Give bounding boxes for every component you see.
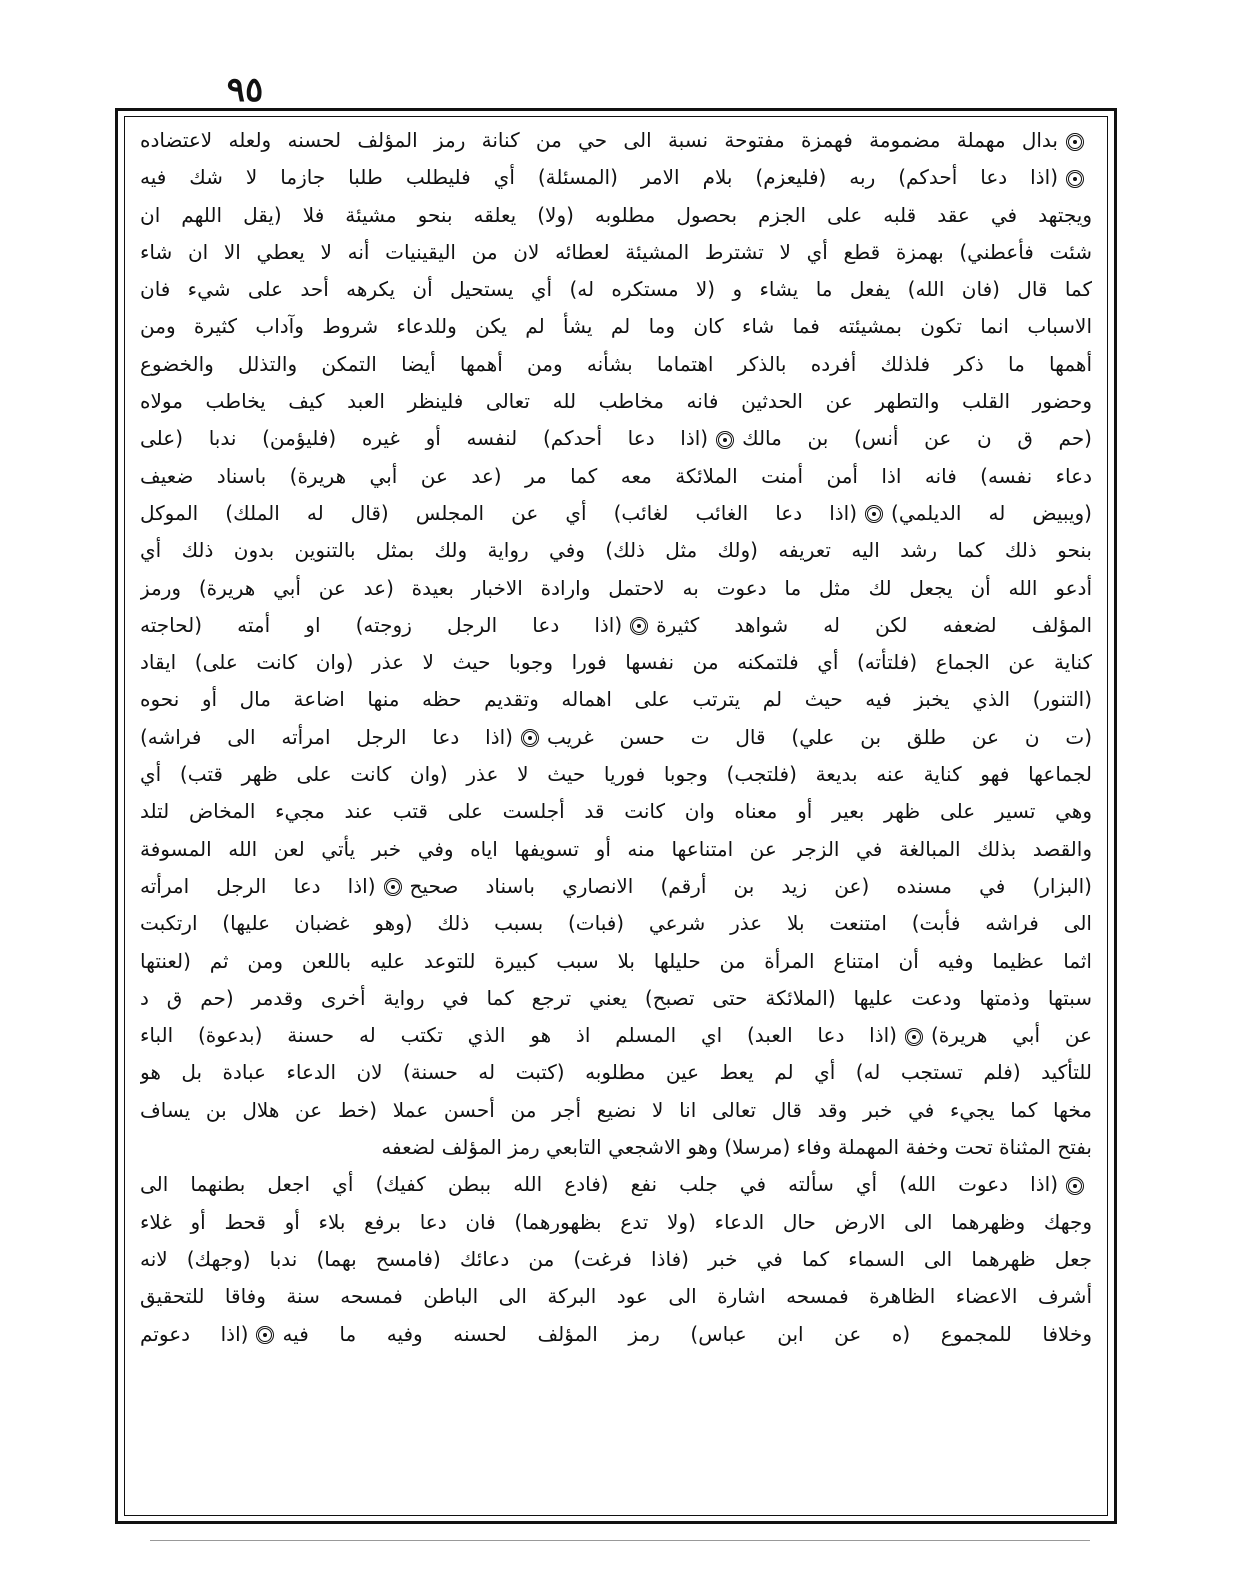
text-segment: (اذا دعا الرجل امرأته الى فراشه) <box>140 724 513 749</box>
text-segment: (اذا دعا أحدكم) لنفسه أو غيره (فليؤمن) ندبا (على <box>140 426 709 451</box>
text-line <box>140 607 1092 644</box>
text-line <box>140 234 1092 271</box>
text-segment: (اذا دعا الرجل زوجته) او أمته (لحاجته <box>140 612 623 637</box>
text-line <box>140 905 1092 942</box>
text-segment: الى فراشه فأبت) امتنعت بلا عذر شرعي (فبات) بسبب ذلك (وهو غضبان عليها) ارتكبت <box>140 911 1092 936</box>
text-segment: شئت فأعطني) بهمزة قطع أي لا تشترط المشيئة لعطائه لان من اليقينيات أنه لا يعطي الا ان شاء <box>140 239 1092 264</box>
hadith-flower-icon <box>716 431 734 449</box>
text-segment: (التنور) الذي يخبز فيه حيث لم يترتب على اهماله وتقديم حظه منها اضاعة مال أو نحوه <box>140 687 1092 712</box>
text-segment: (البزار) في مسنده (عن زيد بن أرقم) الانصاري باسناد صحيح <box>409 873 1092 898</box>
text-line <box>140 458 1092 495</box>
text-segment: بفتح المثناة تحت وخفة المهملة وفاء (مرسلا) وهو الاشجعي التابعي رمز المؤلف لضعفه <box>381 1135 1092 1160</box>
text-line <box>140 1316 1092 1353</box>
text-segment: مخها كما يجيء في خبر وقد قال تعالى انا لا نضيع أجر من أحسن عملا (خط عن هلال بن يساف <box>140 1097 1092 1122</box>
text-line <box>140 943 1092 980</box>
text-line <box>140 719 1092 756</box>
text-line <box>140 1017 1092 1054</box>
text-line <box>140 308 1092 345</box>
text-segment: ويجتهد في عقد قلبه على الجزم بحصول مطلوبه (ولا) يعلقه بنحو مشيئة فلا (يقل اللهم ان <box>140 202 1092 227</box>
text-segment: وجهك وظهرهما الى الارض حال الدعاء (ولا تدع بظهورهما) فان دعا برفع بلاء أو قحط أو غلاء <box>140 1209 1092 1234</box>
text-segment: (حم ق ن عن أنس) بن مالك <box>742 426 1092 451</box>
text-block <box>140 122 1092 1506</box>
text-line <box>140 495 1092 532</box>
hadith-flower-icon <box>256 1326 274 1344</box>
text-line <box>140 1278 1092 1315</box>
text-segment: (اذا دعا أحدكم) ربه (فليعزم) بلام الامر (المسئلة) أي فليطلب طلبا جازما لا شك فيه <box>140 165 1058 190</box>
text-segment: سبتها وذمتها ودعت عليها (الملائكة حتى تصبح) يعني ترجع كما في رواية أخرى وقدمر (حم ق د <box>140 985 1092 1010</box>
text-segment: (ويبيض له الديلمي) <box>891 500 1092 525</box>
text-line <box>140 420 1092 457</box>
text-line <box>140 1241 1092 1278</box>
hadith-flower-icon <box>905 1028 923 1046</box>
text-segment: أشرف الاعضاء الظاهرة فمسحه اشارة الى عود البركة الى الباطن فمسحه سنة وفاقا للتحقيق <box>140 1284 1092 1309</box>
text-segment: أهمها ما ذكر فلذلك أفرده بالذكر اهتماما بشأنه ومن أهمها أيضا التمكن والتذلل والخضوع <box>140 351 1092 376</box>
hadith-flower-icon <box>384 878 402 896</box>
text-line <box>140 346 1092 383</box>
text-segment: (اذا دعا الرجل امرأته <box>140 873 376 898</box>
text-segment: للتأكيد (فلم تستجب له) أي لم يعط عين مطلوبه (كتبت له حسنة) لان الدعاء عبادة بل هو <box>140 1060 1092 1085</box>
text-segment: (اذا دعوتم <box>140 1321 249 1346</box>
text-segment: وخلافا للمجموع (ه عن ابن عباس) رمز المؤلف لحسنه وفيه ما فيه <box>282 1321 1092 1346</box>
text-segment: بدال مهملة مضمومة فهمزة مفتوحة نسبة الى حي من كنانة رمز المؤلف لحسنه ولعله لاعتضاده <box>140 128 1058 152</box>
text-segment: المؤلف لضعفه لكن له شواهد كثيرة <box>656 612 1092 637</box>
text-line <box>140 159 1092 196</box>
text-line <box>140 1092 1092 1129</box>
text-line <box>140 271 1092 308</box>
text-line <box>140 980 1092 1017</box>
text-line <box>140 644 1092 681</box>
text-segment: الاسباب انما تكون بمشيئته فما شاء كان وما لم يشأ لم يكن وللدعاء شروط وآداب كثيرة ومن <box>140 314 1092 339</box>
bottom-rule <box>150 1540 1090 1541</box>
hadith-flower-icon <box>1066 133 1084 151</box>
hadith-flower-icon <box>1066 1177 1084 1195</box>
text-line <box>140 122 1092 159</box>
text-line <box>140 831 1092 868</box>
text-segment: (اذا دعوت الله) أي سألته في جلب نفع (فادع الله ببطن كفيك) أي اجعل بطنهما الى <box>140 1172 1058 1197</box>
text-segment: (ت ن عن طلق بن علي) قال ت حسن غريب <box>546 724 1092 749</box>
page-number: ٩٥ <box>226 70 264 110</box>
text-line <box>140 756 1092 793</box>
text-segment: لجماعها فهو كناية عنه بديعة (فلتجب) وجوبا فوريا حيث لا عذر (وان كانت على ظهر قتب) أي <box>140 762 1092 787</box>
text-line <box>140 570 1092 607</box>
text-line <box>140 793 1092 830</box>
hadith-flower-icon <box>1066 170 1084 188</box>
text-segment: اثما عظيما وفيه أن امتناع المرأة من حليلها بلا سبب كبيرة للتوعد عليه باللعن ومن ثم (لعنتها <box>140 948 1092 973</box>
text-segment: كناية عن الجماع (فلتأته) أي فلتمكنه من نفسها فورا وجوبا حيث لا عذر (وان كانت على) ايقاد <box>140 650 1092 675</box>
hadith-flower-icon <box>865 505 883 523</box>
hadith-flower-icon <box>521 729 539 747</box>
text-segment: أدعو الله أن يجعل لك مثل ما دعوت به لاحتمل وارادة الاخبار بعيدة (عد عن أبي هريرة) ورمز <box>140 575 1092 600</box>
text-segment: (اذا دعا الغائب لغائب) أي عن المجلس (قال له الملك) الموكل <box>140 500 858 525</box>
text-segment: (اذا دعا العبد) اي المسلم اذ هو الذي تكتب له حسنة (بدعوة) الباء <box>140 1023 897 1048</box>
text-line <box>140 383 1092 420</box>
text-line <box>140 681 1092 718</box>
text-line <box>140 868 1092 905</box>
text-segment: بنحو ذلك كما رشد اليه تعريفه (ولك مثل ذلك) وفي رواية ولك بمثل بالتنوين بدون ذلك أي <box>140 538 1092 563</box>
text-segment: كما قال (فان الله) يفعل ما يشاء و (لا مستكره له) أي يستحيل أن يكرهه أحد على شيء فان <box>140 277 1092 302</box>
hadith-flower-icon <box>630 617 648 635</box>
text-line <box>140 1129 1092 1166</box>
text-segment: دعاء نفسه) فانه اذا أمن أمنت الملائكة معه كما مر (عد عن أبي هريرة) باسناد ضعيف <box>140 463 1092 488</box>
text-line <box>140 1054 1092 1091</box>
text-segment: وحضور القلب والتطهر عن الحدثين فانه مخاطب لله تعالى فلينظر العبد كيف يخاطب مولاه <box>140 389 1092 414</box>
text-segment: وهي تسير على ظهر بعير أو معناه وان كانت قد أجلست على قتب عند مجيء المخاض لتلد <box>140 799 1092 824</box>
text-line <box>140 197 1092 234</box>
text-line <box>140 532 1092 569</box>
text-line <box>140 1166 1092 1203</box>
text-segment: والقصد بذلك المبالغة في الزجر عن امتناعها منه أو تسويفها اياه وفي خبر يأتي لعن الله المسوفة <box>140 836 1092 861</box>
text-segment: عن أبي هريرة) <box>930 1023 1092 1048</box>
text-segment: جعل ظهرهما الى السماء كما في خبر (فاذا فرغت) من دعائك (فامسح بهما) ندبا (وجهك) لانه <box>140 1246 1092 1271</box>
text-line <box>140 1204 1092 1241</box>
